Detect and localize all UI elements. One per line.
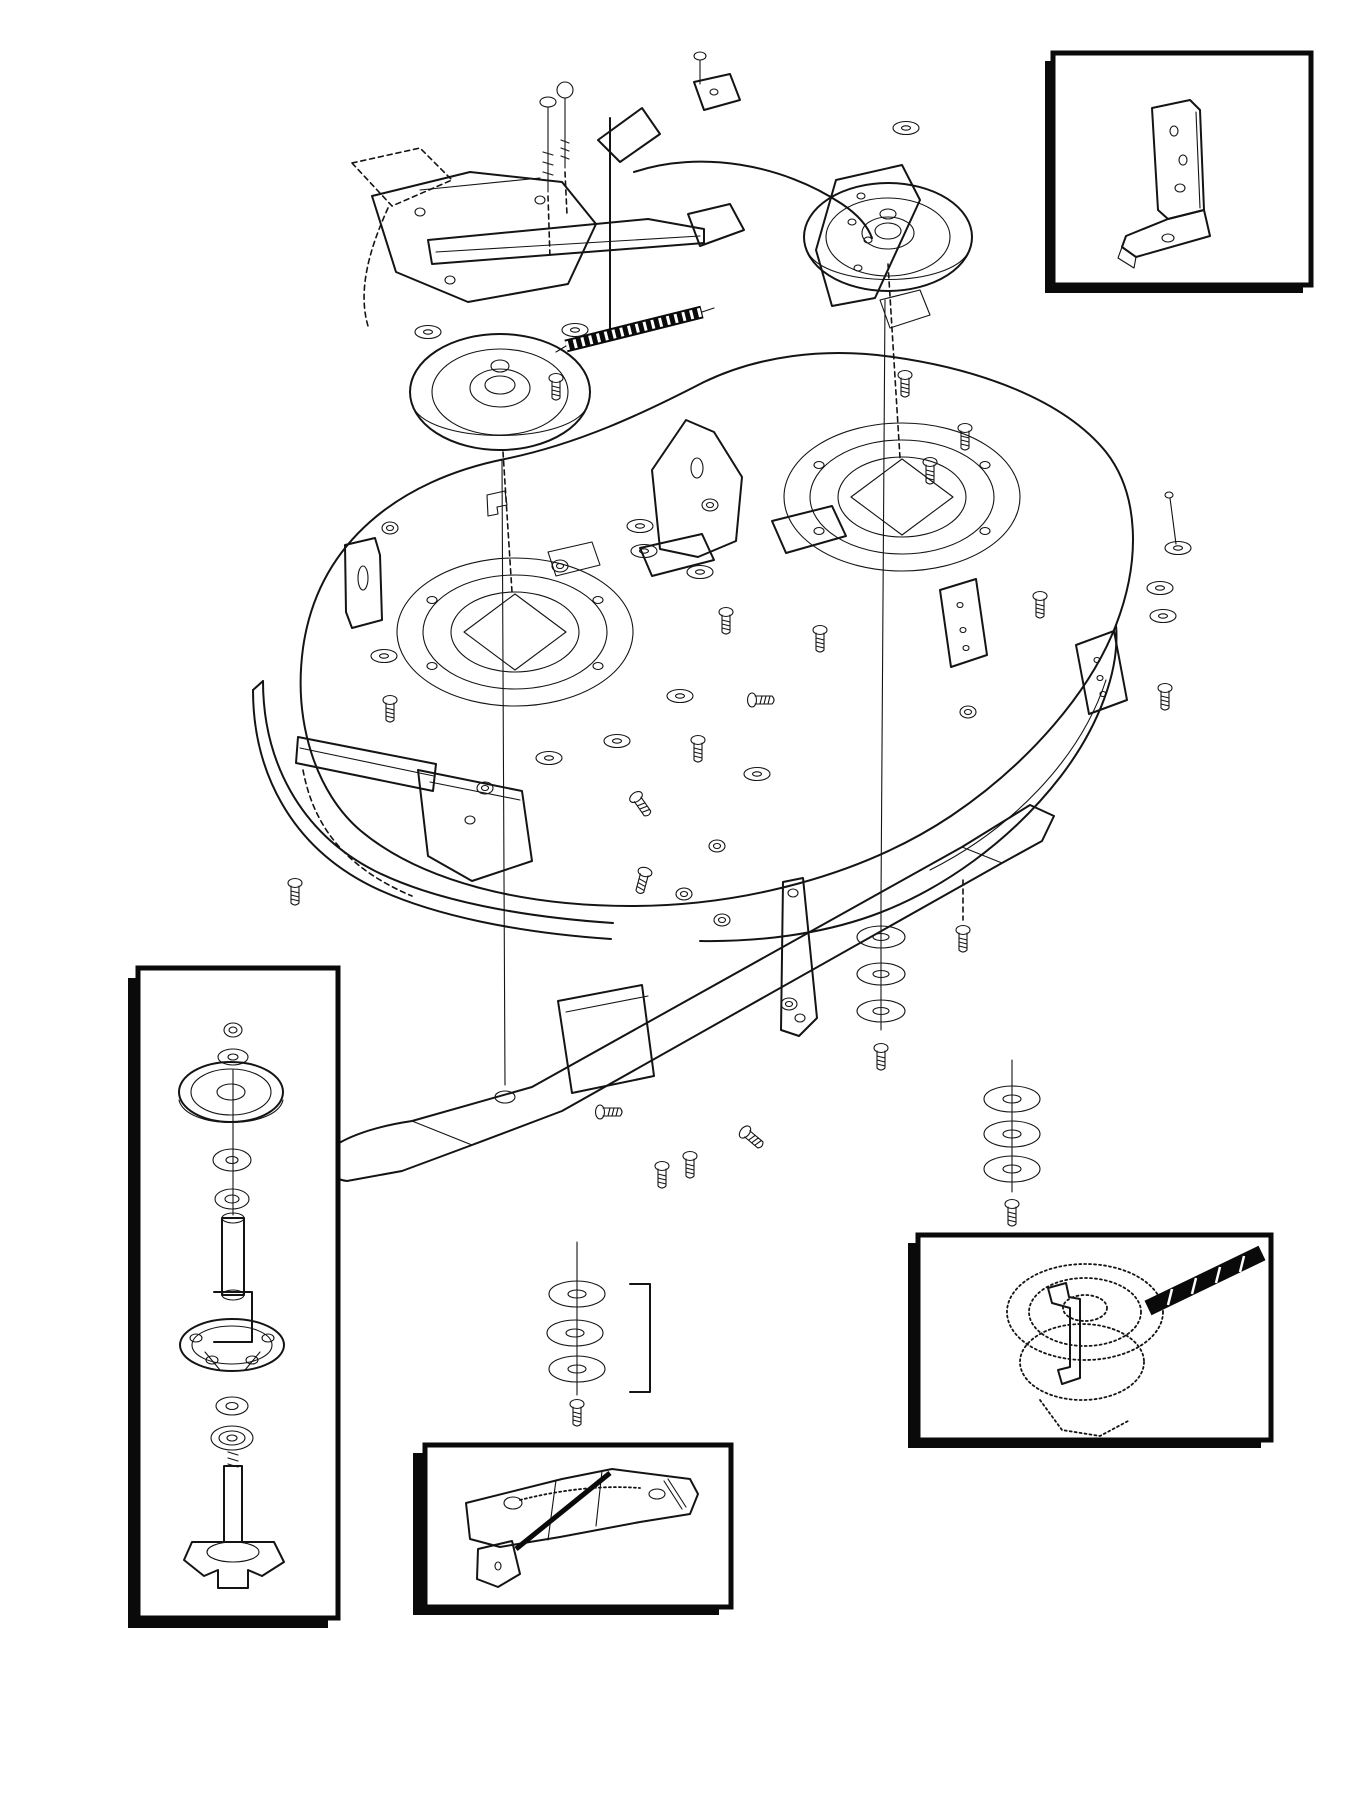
inset-box-detail-a [908,1235,1271,1448]
left-pulley [410,334,590,1085]
idler-bracket-assembly [352,52,872,330]
deck-shell [253,353,1133,941]
right-spindle-opening [784,423,1020,571]
inset-box-68 [1045,53,1311,293]
hanger-brackets [345,420,1176,1093]
inset-box-23 [128,968,338,1628]
inset-box-54 [413,1445,731,1615]
deck-line-art [128,52,1311,1628]
left-spindle-opening [397,558,633,706]
